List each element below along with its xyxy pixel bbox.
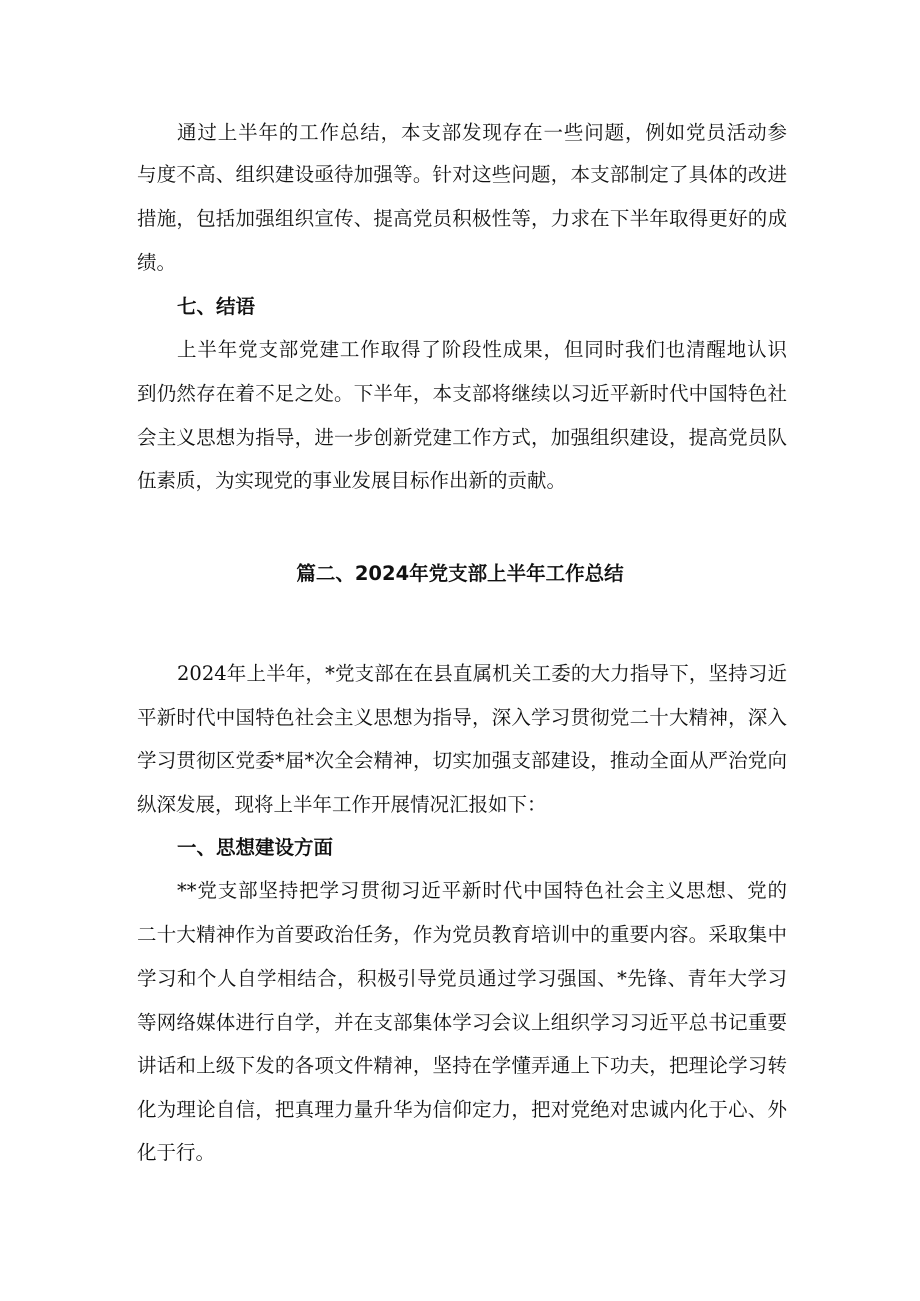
paragraph-intro-line: 2024年上半年，*党支部在在县直属机关工委的大力指导下，坚持习近: [177, 662, 787, 685]
paragraph-issues-line: 与度不高、组织建设亟待加强等。针对这些问题，本支部制定了具体的改进: [137, 163, 787, 186]
paragraph-ideology-line: 化于行。: [137, 1141, 216, 1164]
paragraph-conclusion-line: 伍素质，为实现党的事业发展目标作出新的贡献。: [137, 469, 567, 492]
paragraph-ideology-line: 等网络媒体进行自学，并在支部集体学习会议上组织学习习近平总书记重要: [137, 1011, 787, 1034]
section-title: 篇二、2024年党支部上半年工作总结: [296, 562, 624, 585]
paragraph-issues-line: 绩。: [137, 251, 177, 274]
paragraph-conclusion-line: 上半年党支部党建工作取得了阶段性成果，但同时我们也清醒地认识: [177, 338, 787, 361]
heading-conclusion: 七、结语: [177, 295, 256, 318]
paragraph-intro-line: 学习贯彻区党委*届*次全会精神，切实加强支部建设，推动全面从严治党向: [137, 749, 787, 772]
heading-ideology: 一、思想建设方面: [177, 836, 334, 859]
paragraph-issues-line: 通过上半年的工作总结，本支部发现存在一些问题，例如党员活动参: [177, 121, 787, 144]
paragraph-issues-line: 措施，包括加强组织宣传、提高党员积极性等，力求在下半年取得更好的成: [137, 207, 787, 230]
paragraph-ideology-line: 二十大精神作为首要政治任务，作为党员教育培训中的重要内容。采取集中: [137, 923, 787, 946]
paragraph-intro-line: 纵深发展，现将上半年工作开展情况汇报如下：: [137, 793, 547, 816]
paragraph-ideology-line: 学习和个人自学相结合，积极引导党员通过学习强国、*先锋、青年大学习: [137, 967, 787, 990]
paragraph-conclusion-line: 会主义思想为指导，进一步创新党建工作方式，加强组织建设，提高党员队: [137, 426, 787, 449]
paragraph-ideology-line: 化为理论自信，把真理力量升华为信仰定力，把对党绝对忠诚内化于心、外: [137, 1098, 787, 1121]
paragraph-ideology-line: 讲话和上级下发的各项文件精神，坚持在学懂弄通上下功夫，把理论学习转: [137, 1054, 787, 1077]
paragraph-ideology-line: **党支部坚持把学习贯彻习近平新时代中国特色社会主义思想、党的: [177, 879, 787, 902]
paragraph-intro-line: 平新时代中国特色社会主义思想为指导，深入学习贯彻党二十大精神，深入: [137, 706, 787, 729]
paragraph-conclusion-line: 到仍然存在着不足之处。下半年，本支部将继续以习近平新时代中国特色社: [137, 382, 787, 405]
